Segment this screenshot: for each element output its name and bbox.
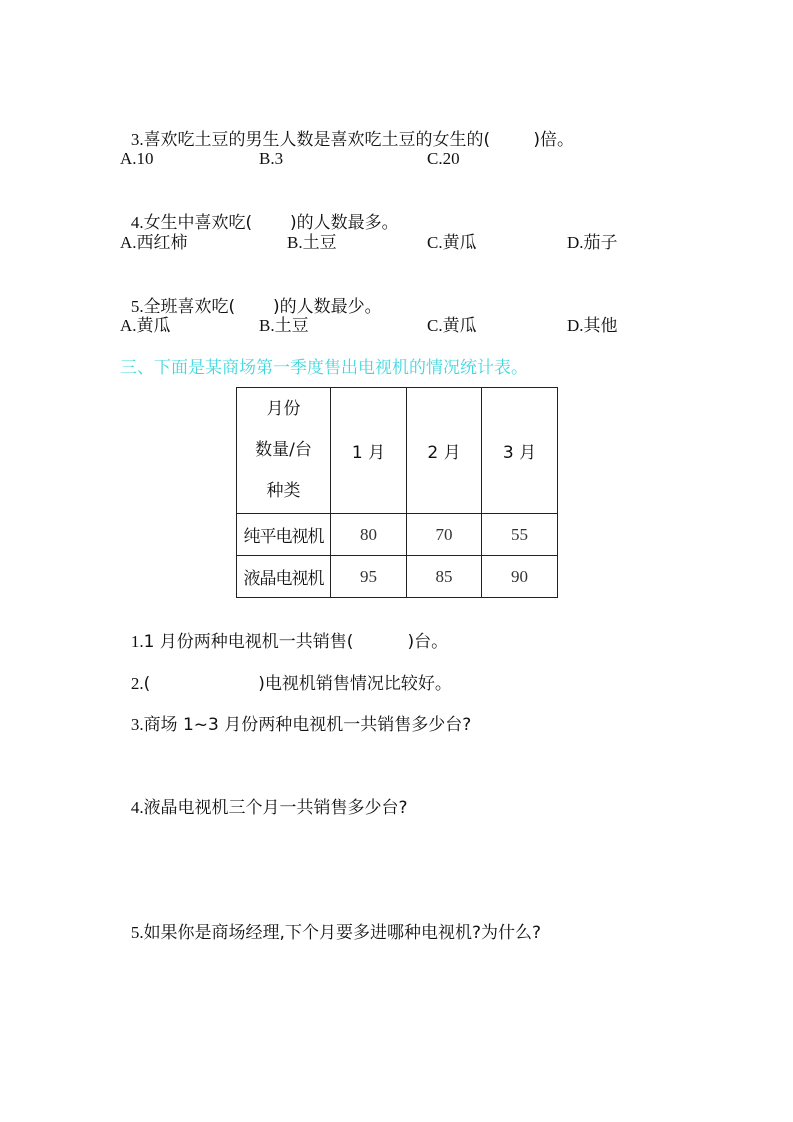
- table-cell: 70: [407, 514, 482, 556]
- question-5: [120, 274, 382, 318]
- option-label: A.: [120, 233, 137, 252]
- header-corner-type: 种类: [266, 481, 301, 501]
- question-number: 2.: [130, 674, 144, 693]
- option-a: [120, 315, 171, 337]
- question-text: 液晶电视机三个月一共销售多少台?: [143, 798, 408, 818]
- header-corner-cell: [237, 388, 331, 514]
- option-c: [427, 232, 477, 254]
- section-heading: 三、下面是某商场第一季度售出电视机的情况统计表。: [120, 358, 528, 378]
- option-value: 20: [442, 149, 460, 168]
- option-value: 10: [136, 149, 154, 168]
- table-cell: 55: [482, 514, 558, 556]
- question-number: 5.: [130, 923, 144, 942]
- option-a: [120, 148, 154, 170]
- option-value: 其他: [583, 316, 618, 336]
- s3-question-4: [120, 775, 408, 819]
- s3-question-5: [120, 900, 541, 944]
- question-text: 喜欢吃土豆的男生人数是喜欢吃土豆的女生的( )倍。: [143, 130, 575, 150]
- header-month-2: 2 月: [407, 388, 482, 514]
- option-value: 土豆: [274, 316, 309, 336]
- question-number: 1.: [130, 632, 144, 651]
- option-label: B.: [259, 316, 275, 335]
- option-value: 黄瓜: [442, 233, 477, 253]
- table-cell: 80: [331, 514, 407, 556]
- option-c: [427, 148, 460, 170]
- question-4: [120, 190, 399, 234]
- question-3: [120, 107, 574, 151]
- row-label: 纯平电视机: [237, 514, 331, 556]
- question-number: 4.: [130, 798, 144, 817]
- option-label: D.: [567, 316, 584, 335]
- option-d: [567, 232, 618, 254]
- header-corner-month: 月份: [266, 399, 301, 419]
- option-label: B.: [287, 233, 303, 252]
- question-number: 4.: [130, 213, 144, 232]
- s3-question-2: [120, 651, 452, 695]
- option-d: [567, 315, 618, 337]
- option-c: [427, 315, 477, 337]
- option-label: C.: [427, 316, 443, 335]
- header-corner-quantity: 数量/台: [255, 440, 312, 460]
- option-value: 黄瓜: [136, 316, 171, 336]
- question-text: ( )电视机销售情况比较好。: [143, 674, 452, 694]
- table-row: [237, 514, 558, 556]
- option-value: 茄子: [583, 233, 618, 253]
- option-value: 西红柿: [136, 233, 188, 253]
- option-label: A.: [120, 316, 137, 335]
- s3-question-3: [120, 692, 471, 736]
- question-text: 全班喜欢吃( )的人数最少。: [143, 297, 382, 317]
- option-value: 黄瓜: [442, 316, 477, 336]
- option-b: [287, 232, 337, 254]
- option-b: [259, 148, 283, 170]
- option-a: [120, 232, 188, 254]
- header-month-3: 3 月: [482, 388, 558, 514]
- option-label: B.: [259, 149, 275, 168]
- row-label: 液晶电视机: [237, 556, 331, 598]
- option-b: [259, 315, 309, 337]
- header-month-1: 1 月: [331, 388, 407, 514]
- option-label: C.: [427, 233, 443, 252]
- table-cell: 95: [331, 556, 407, 598]
- question-number: 3.: [130, 715, 144, 734]
- table-row: [237, 556, 558, 598]
- question-text: 1 月份两种电视机一共销售( )台。: [143, 632, 449, 652]
- option-value: 3: [274, 149, 284, 168]
- table-cell: 90: [482, 556, 558, 598]
- question-text: 商场 1~3 月份两种电视机一共销售多少台?: [143, 715, 472, 735]
- option-label: D.: [567, 233, 584, 252]
- tv-sales-table: [236, 387, 558, 598]
- option-label: A.: [120, 149, 137, 168]
- table-cell: 85: [407, 556, 482, 598]
- question-text: 如果你是商场经理,下个月要多进哪种电视机?为什么?: [143, 923, 542, 943]
- option-label: C.: [427, 149, 443, 168]
- table-header-row: [237, 388, 558, 514]
- question-text: 女生中喜欢吃( )的人数最多。: [143, 213, 399, 233]
- question-number: 3.: [130, 130, 144, 149]
- question-number: 5.: [130, 297, 144, 316]
- option-value: 土豆: [302, 233, 337, 253]
- s3-question-1: [120, 609, 448, 653]
